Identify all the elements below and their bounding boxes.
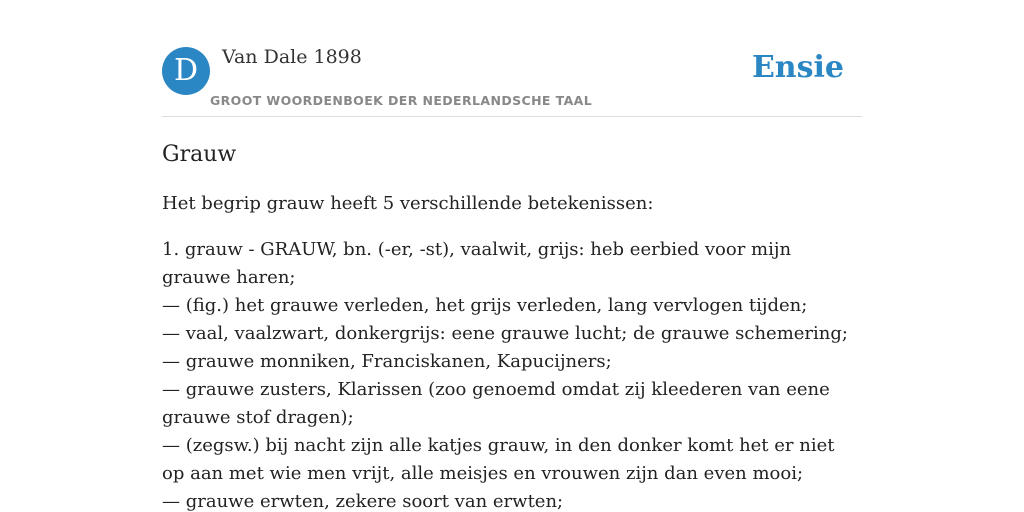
definition-line: — grauwe zusters, Klarissen (zoo genoemd omdat zij kleederen van eene grauwe stof dragen); xyxy=(162,379,830,428)
entry-intro: Het begrip grauw heeft 5 verschillende betekenissen: xyxy=(162,193,654,214)
entry-title: Grauw xyxy=(162,142,237,167)
dictionary-subtitle: GROOT WOORDENBOEK DER NEDERLANDSCHE TAAL xyxy=(210,93,593,108)
entry-content xyxy=(162,138,862,512)
definition-text xyxy=(162,236,862,512)
brand-logo[interactable]: Ensie xyxy=(751,50,844,85)
definition-line: 1. grauw - GRAUW, bn. (-er, -st), vaalwit, grijs: heb eerbied voor mijn grauwe haren; xyxy=(162,239,792,288)
dictionary-header xyxy=(162,46,862,117)
dictionary-logo[interactable]: D xyxy=(162,47,210,95)
definition-line: — grauwe erwten, zekere soort van erwten; xyxy=(162,491,564,512)
definition-line: — grauwe monniken, Franciskanen, Kapucijners; xyxy=(162,351,612,372)
definition-line: — (zegsw.) bij nacht zijn alle katjes grauw, in den donker komt het er niet op aan met wie men vrijt, alle meisjes en vrouwen zijn dan even mooi; xyxy=(162,435,835,484)
definition-line: — vaal, vaalzwart, donkergrijs: eene grauwe lucht; de grauwe schemering; xyxy=(162,323,848,344)
definition-line: — (fig.) het grauwe verleden, het grijs verleden, lang vervlogen tijden; xyxy=(162,295,808,316)
dictionary-title[interactable]: Van Dale 1898 xyxy=(222,46,362,68)
